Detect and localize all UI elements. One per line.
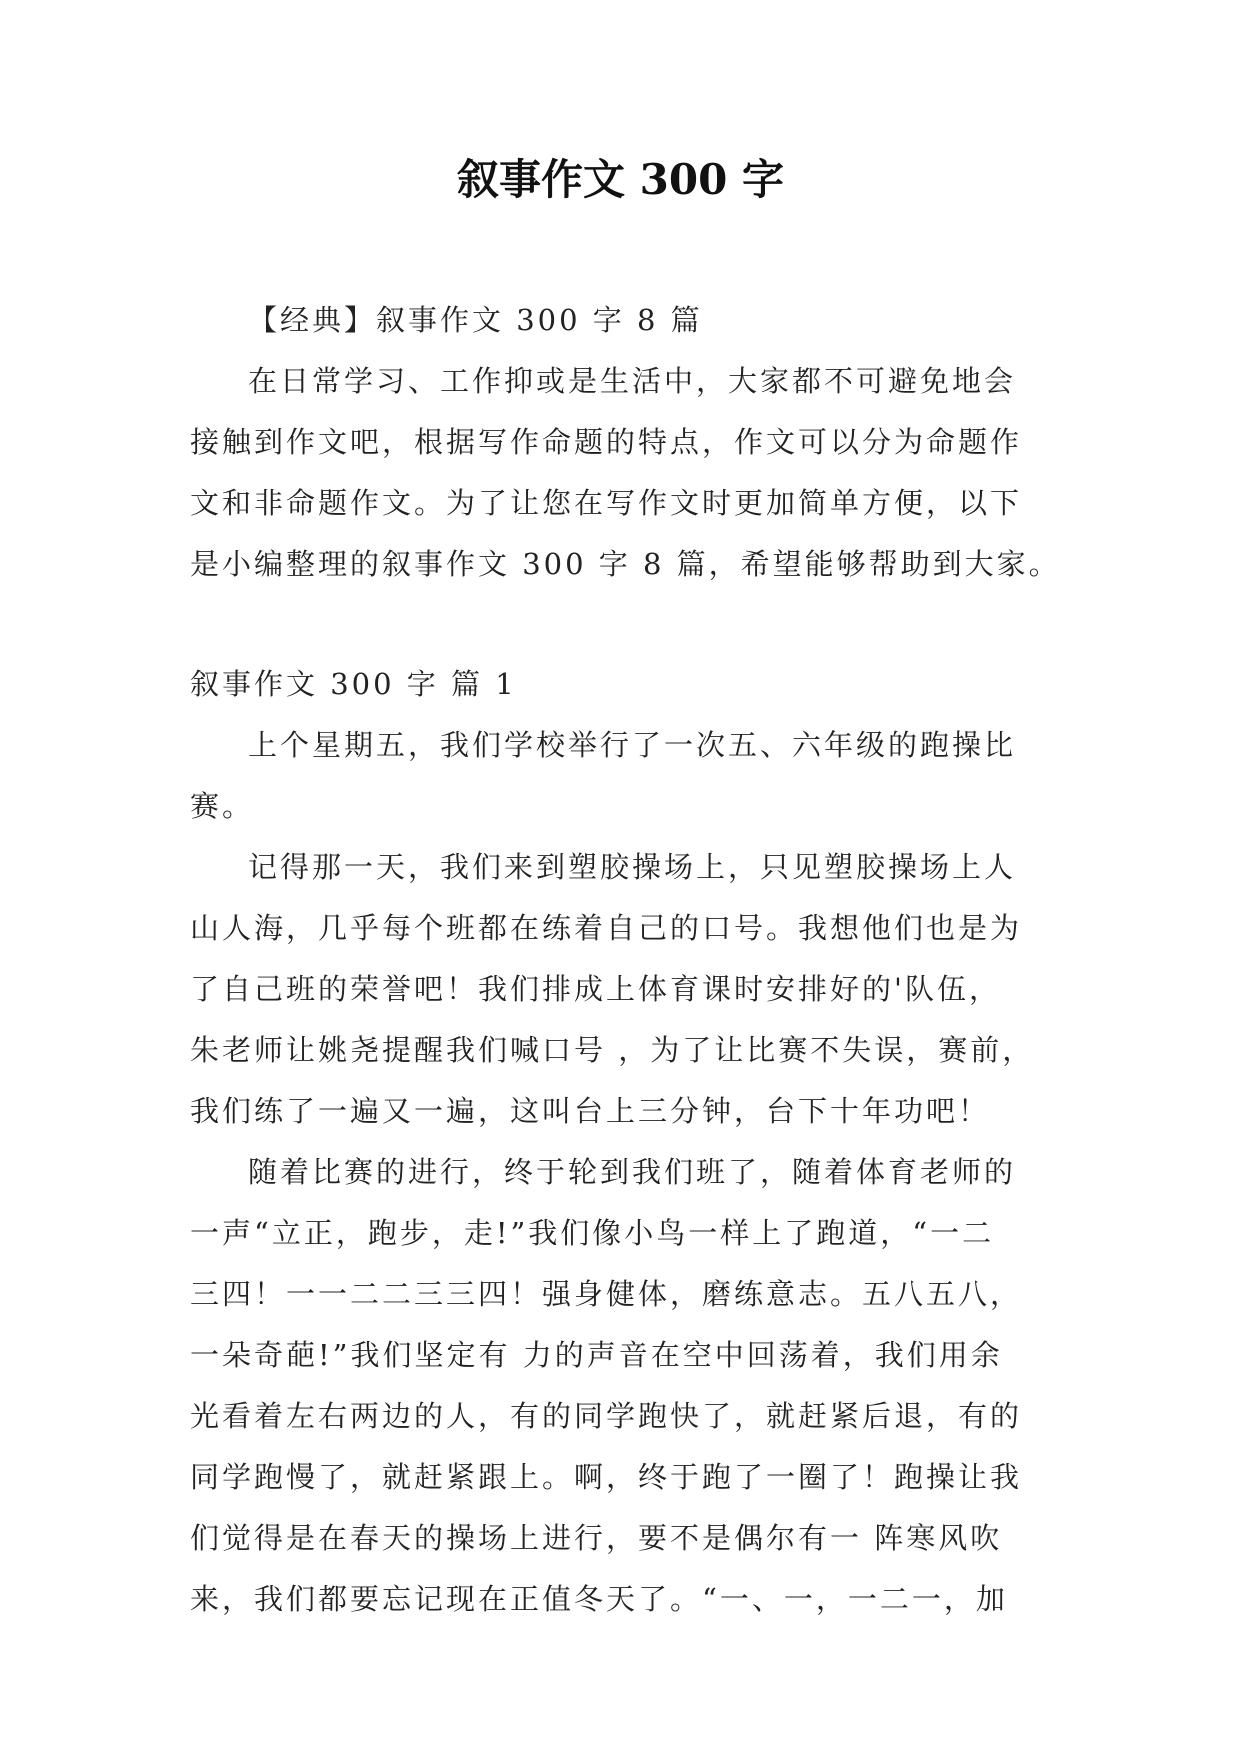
intro-line: 文和非命题作文。为了让您在写作文时更加简单方便，以下 bbox=[190, 486, 1023, 520]
paragraph-line: 我们练了一遍又一遍，这叫台上三分钟，台下十年功吧！ bbox=[190, 1094, 991, 1128]
paragraph-line: 赛。 bbox=[190, 789, 255, 823]
document-body bbox=[190, 290, 1061, 1630]
paragraph-line: 记得那一天，我们来到塑胶操场上，只见塑胶操场上人 bbox=[248, 850, 1017, 884]
intro-line: 在日常学习、工作抑或是生活中，大家都不可避免地会 bbox=[248, 364, 1017, 398]
paragraph-line: 同学跑慢了，就赶紧跟上。啊，终于跑了一圈了！跑操让我 bbox=[190, 1460, 1023, 1494]
section-paragraph bbox=[190, 837, 1050, 1142]
intro-line: 是小编整理的叙事作文 300 字 8 篇，希望能够帮助到大家。 bbox=[190, 547, 1061, 581]
section-heading: 叙事作文 300 字 篇 1 bbox=[190, 667, 517, 701]
paragraph-line: 三四！一一二二三三四！强身健体，磨练意志。五八五八， bbox=[190, 1277, 1023, 1311]
intro-line: 接触到作文吧，根据写作命题的特点，作文可以分为命题作 bbox=[190, 425, 1023, 459]
paragraph-line: 一朵奇葩!”我们坚定有 力的声音在空中回荡着，我们用余 bbox=[190, 1338, 1003, 1372]
paragraph-line: 来，我们都要忘记现在正值冬天了。“一、一，一二一，加 bbox=[190, 1582, 1008, 1616]
section-paragraph bbox=[190, 715, 1050, 837]
section-paragraph bbox=[190, 1142, 1050, 1630]
paragraph-line: 随着比赛的进行，终于轮到我们班了，随着体育老师的 bbox=[248, 1155, 1017, 1189]
paragraph-line: 了自己班的荣誉吧！我们排成上体育课时安排好的'队伍， bbox=[190, 972, 1001, 1006]
paragraph-line: 们觉得是在春天的操场上进行，要不是偶尔有一 阵寒风吹 bbox=[190, 1521, 1003, 1555]
intro-paragraph bbox=[190, 351, 1061, 595]
paragraph-line: 光看着左右两边的人，有的同学跑快了，就赶紧后退，有的 bbox=[190, 1399, 1023, 1433]
paragraph-line: 一声“立正，跑步，走!”我们像小鸟一样上了跑道，“一二 bbox=[190, 1216, 995, 1250]
paragraph-line: 上个星期五，我们学校举行了一次五、六年级的跑操比 bbox=[248, 728, 1017, 762]
paragraph-line: 朱老师让姚尧提醒我们喊口号 ，为了让比赛不失误，赛前， bbox=[190, 1033, 1035, 1067]
document-title: 叙事作文 300 字 bbox=[457, 155, 784, 204]
paragraph-line: 山人海，几乎每个班都在练着自己的口号。我想他们也是为 bbox=[190, 911, 1023, 945]
intro-heading: 【经典】叙事作文 300 字 8 篇 bbox=[248, 303, 703, 337]
